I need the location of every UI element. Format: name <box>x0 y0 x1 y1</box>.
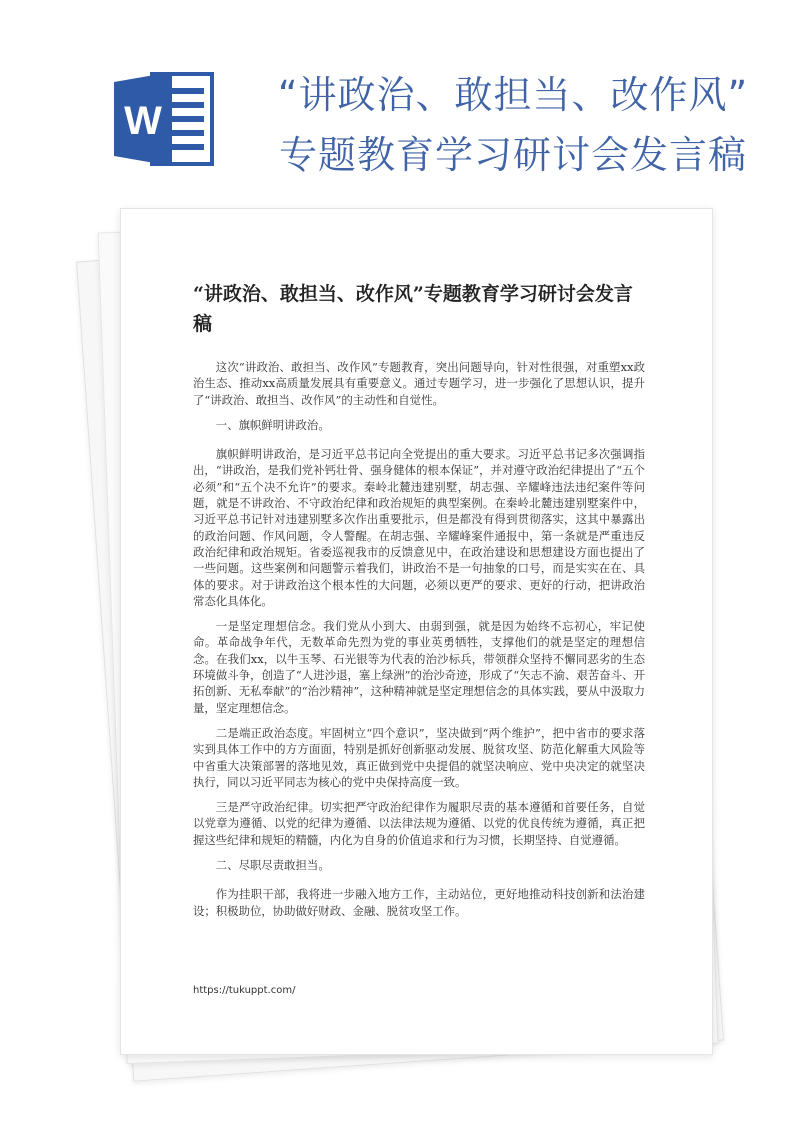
document-page <box>120 208 713 1055</box>
paragraph-body: 三是严守政治纪律。切实把严守政治纪律作为履职尽责的基本遵循和首要任务，自觉以党章为遵循、以党的纪律为遵循、以法律法规为遵循、以党的优良传统为遵循，真正把握这些纪律和规矩的精髓，内化为自身的价值追求和行为习惯，长期坚持、自觉遵循。 <box>193 800 645 847</box>
section-heading-1: 一、旗帜鲜明讲政治。 <box>215 417 330 432</box>
page-title-line2: 专题教育学习研讨会发言稿 <box>278 133 747 177</box>
footer-url[interactable]: https://tukuppt.com/ <box>193 985 296 996</box>
paragraph-intro: 这次“讲政治、敢担当、改作风”专题教育，突出问题导向，针对性很强，对重塑xx政治生态、推动xx高质量发展具有重要意义。通过专题学习，进一步强化了思想认识，提升了“讲政治、敢担当、改作风”的主动性和自觉性。 <box>193 360 645 407</box>
document-title: “讲政治、敢担当、改作风”专题教育学习研讨会发言稿 <box>193 283 633 335</box>
paragraph-body: 作为挂职干部，我将进一步融入地方工作，主动站位，更好地推动科技创新和法治建设；积极助位，协助做好财政、金融、脱贫攻坚工作。 <box>193 887 645 918</box>
header <box>0 0 800 200</box>
paragraph-body: 一是坚定理想信念。我们党从小到大、由弱到强，就是因为始终不忘初心，牢记使命。革命战争年代，无数革命先烈为党的事业英勇牺牲，支撑他们的就是坚定的理想信念。在我们xx，以牛玉琴、石光银等为代表的治沙标兵，带领群众坚持不懈同恶劣的生态环境做斗争，创造了“人进沙退，塞上绿洲”的治沙奇迹，形成了“矢志不渝、艰苦奋斗、开拓创新、无私奉献”的“治沙精神”，这种精神就是坚定理想信念的具体实践，要从中汲取力量，坚定理想信念。 <box>193 619 645 715</box>
document-body <box>193 279 645 928</box>
word-document-icon <box>110 64 220 174</box>
word-icon-letter: W <box>124 99 162 143</box>
paragraph-body: 二是端正政治态度。牢固树立“四个意识”，坚决做到“两个维护”，把中省市的要求落实到具体工作中的方方面面，特别是抓好创新驱动发展、脱贫攻坚、防范化解重大风险等中省重大决策部署的落地见效，真正做到党中央提倡的就坚决响应、党中央决定的就坚决执行，同以习近平同志为核心的党中央保持高度一致。 <box>193 725 645 789</box>
section-heading-2: 二、尽职尽责敢担当。 <box>215 858 330 873</box>
page-title-line1: “讲政治、敢担当、改作风” <box>277 73 749 117</box>
paragraph-body: 旗帜鲜明讲政治，是习近平总书记向全党提出的重大要求。习近平总书记多次强调指出，“讲政治，是我们党补钙壮骨、强身健体的根本保证”，并对遵守政治纪律提出了“五个必须”和“五个决不允许”的要求。秦岭北麓违建别墅，胡志强、辛耀峰违法违纪案件等问题，就是不讲政治、不守政治纪律和政治规矩的典型案例。在秦岭北麓违建别墅案件中，习近平总书记针对违建别墅多次作出重要批示，但是都没有得到贯彻落实，这其中暴露出的政治问题、作风问题，令人警醒。在胡志强、辛耀峰案件通报中，第一条就是严重违反政治纪律和政治规矩。省委巡视我市的反馈意见中，在政治建设和思想建设方面也提出了一些问题。这些案例和问题警示着我们，讲政治不是一句抽象的口号，而是实实在在、具体的要求。对于讲政治这个根本性的大问题，必须以更严的要求、更好的行动，把讲政治常态化具体化。 <box>193 447 645 608</box>
